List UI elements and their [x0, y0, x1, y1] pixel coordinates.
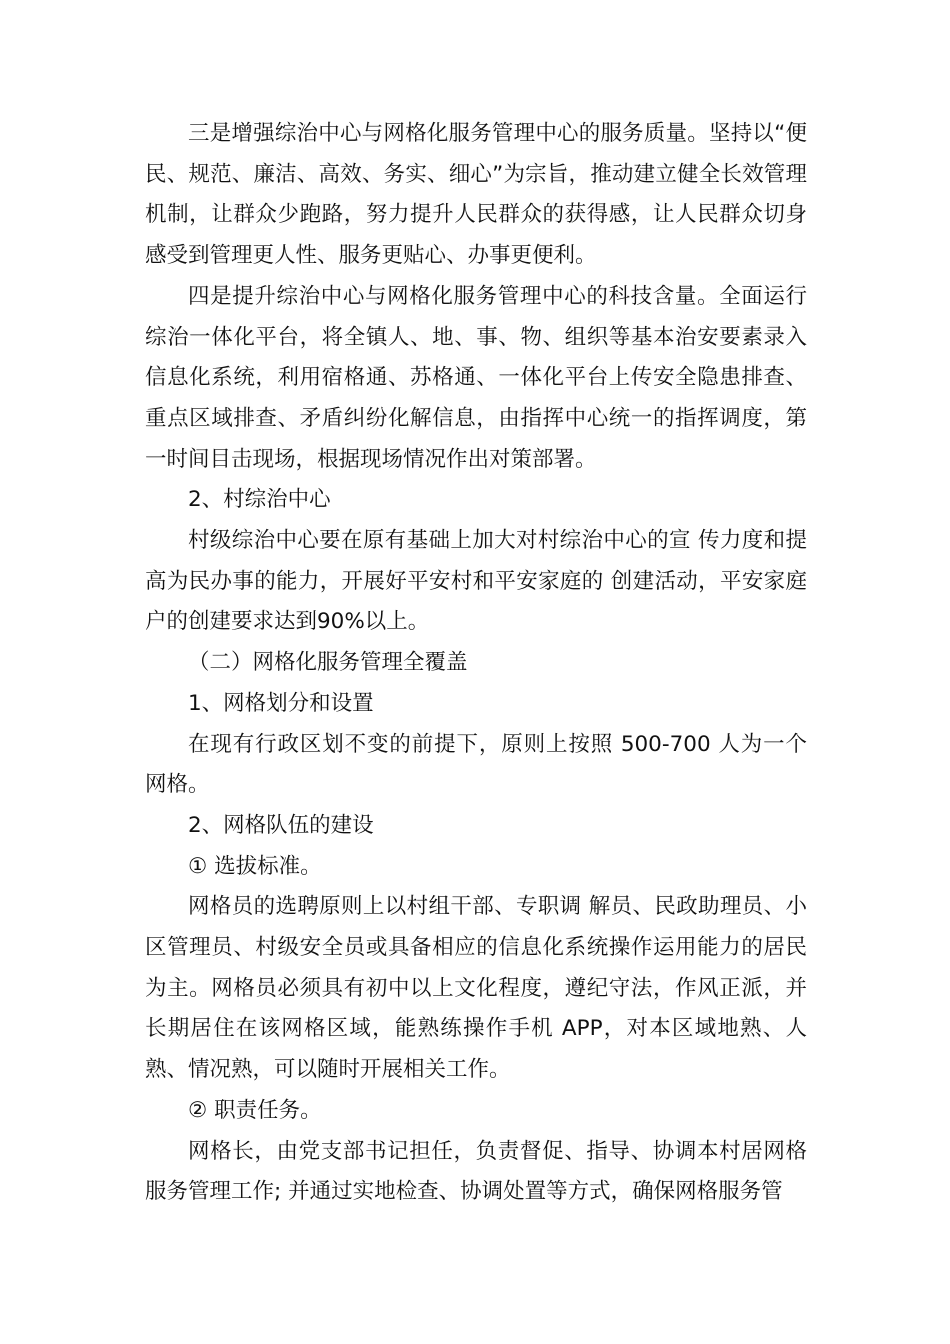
- paragraph-village-center: 村级综治中心要在原有基础上加大对村综治中心的宣 传力度和提高为民办事的能力，开展好平安村和平安家庭的 创建活动，平安家庭户的创建要求达到90%以上。: [145, 528, 807, 635]
- document-body: [145, 114, 807, 1213]
- heading-grid-division: 1、网格划分和设置: [188, 690, 374, 716]
- heading-grid-coverage: （二）网格化服务管理全覆盖: [188, 650, 468, 676]
- heading-grid-team: 2、网格队伍的建设: [188, 812, 374, 838]
- paragraph-service-quality: 三是增强综治中心与网格化服务管理中心的服务质量。坚持以“便民、规范、廉洁、高效、务实、细心”为宗旨，推动建立健全长效管理机制，让群众少跑路，努力提升人民群众的获得感，让人民群众切身感受到管理更人性、服务更贴心、办事更便利。: [145, 121, 807, 269]
- heading-village-center: 2、村综治中心: [188, 487, 331, 513]
- paragraph-duties: 网格长，由党支部书记担任，负责督促、指导、协调本村居网格服务管理工作; 并通过实地检查、协调处置等方式，确保网格服务管: [145, 1138, 807, 1205]
- heading-duties: ② 职责任务。: [188, 1097, 322, 1123]
- paragraph-grid-division: 在现有行政区划不变的前提下，原则上按照 500-700 人为一个网格。: [145, 731, 807, 798]
- paragraph-selection-criteria: 网格员的选聘原则上以村组干部、专职调 解员、民政助理员、小区管理员、村级安全员或具备相应的信息化系统操作运用能力的居民为主。网格员必须具有初中以上文化程度，遵纪守法，作风正派，并长期居住在该网格区域，能熟练操作手机 APP，对本区域地熟、人熟、情况熟，可以随时开展相关工作。: [145, 894, 807, 1083]
- paragraph-tech-content: 四是提升综治中心与网格化服务管理中心的科技含量。全面运行综治一体化平台，将全镇人、地、事、物、组织等基本治安要素录入信息化系统，利用宿格通、苏格通、一体化平台上传安全隐患排查、重点区域排查、矛盾纠纷化解信息，由指挥中心统一的指挥调度，第一时间目击现场，根据现场情况作出对策部署。: [145, 283, 807, 472]
- heading-selection-criteria: ① 选拔标准。: [188, 853, 322, 879]
